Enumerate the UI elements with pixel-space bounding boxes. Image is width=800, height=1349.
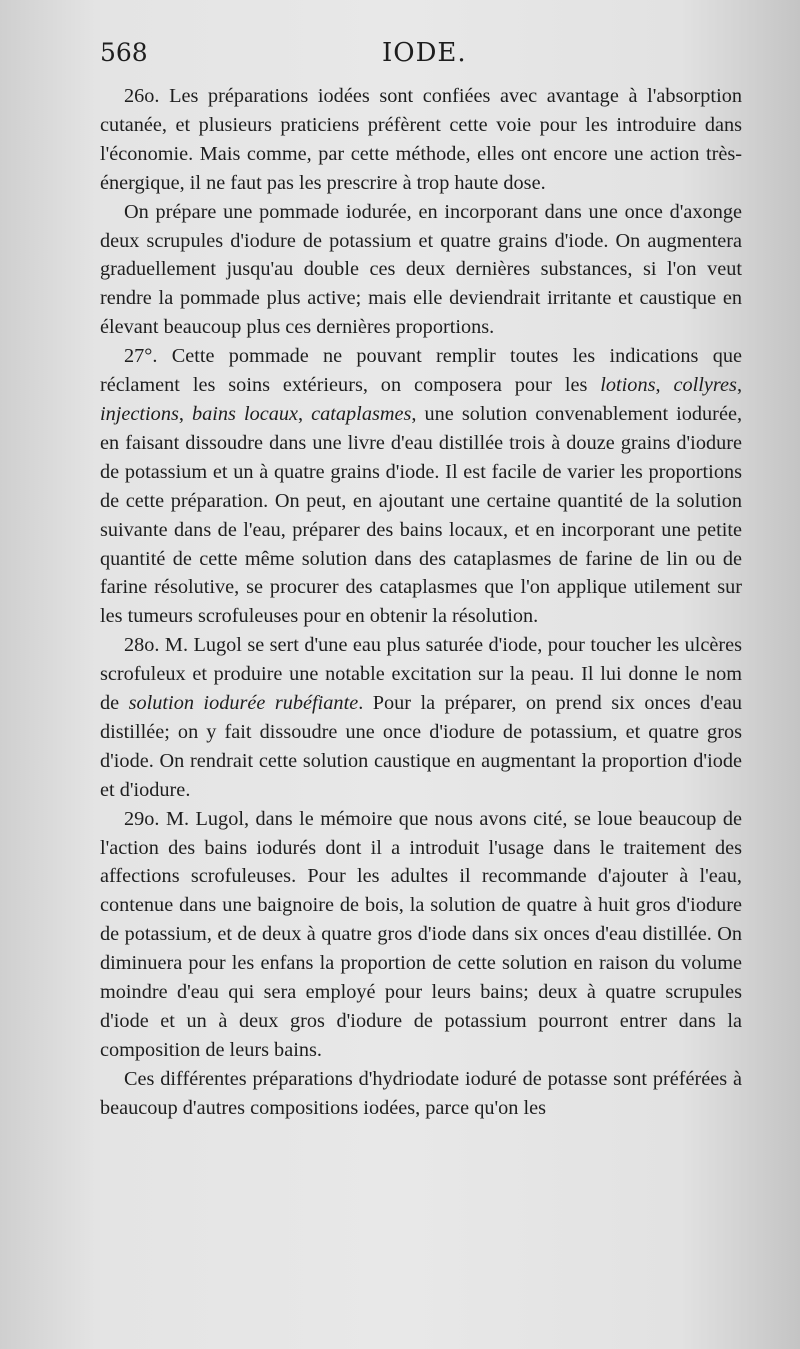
text-run: 28o. M. Lugol se sert d'une eau plus saturée d'iode, pour toucher les ulcères scrofuleux et produire une notable excitation sur la peau. Il lui donne le nom de (100, 634, 742, 715)
italic-term: solution iodurée rubéfiante (128, 692, 359, 715)
italic-term: injections (100, 402, 179, 425)
text-run: , (736, 374, 743, 397)
running-title: IODE. (382, 38, 467, 68)
italic-term: collyres (673, 374, 737, 397)
text-run: , (655, 374, 674, 397)
paragraph-29: 29o. M. Lugol, dans le mémoire que nous avons cité, se loue beaucoup de l'action des bains iodurés dont il a introduit l'usage dans le traitement des affections scrofuleuses. Pour les adultes il recommande d'ajouter à l'eau, contenue dans une baignoire de bois, la solution de quatre à huit gros d'iodure de potassium, et de deux à quatre gros d'iode dans six onces d'eau distillée. On diminuera pour les enfans la proportion de cette solution en raison du volume moindre d'eau qui sera employé pour leurs bains; deux à quatre scrupules d'iode et un à deux gros d'iodure de potassium pourront entrer dans la composition de leurs bains. (100, 807, 742, 1061)
paragraph-preparations: Ces différentes préparations d'hydriodate ioduré de potasse sont préférées à beaucoup d'autres compositions iodées, parce qu'on les (100, 1067, 742, 1119)
text-run: , une solution convenablement iodurée, en faisant dissoudre dans une livre d'eau distillée trois à douze grains d'iodure de potassium et un à quatre grains d'iode. Il est facile de varier les proportions de cette préparation. On peut, en ajoutant une certaine quantité de la solution suivante dans de l'eau, préparer des bains locaux, et en incorporant une petite quantité de cette même solution dans des cataplasmes de farine de lin ou de farine résolutive, se procurer des cataplasmes que l'on applique utilement sur les tumeurs scrofuleuses pour en obtenir la résolution. (100, 402, 743, 628)
page-number: 568 (100, 38, 148, 67)
text-run: 27°. Cette pommade ne pouvant remplir toutes les indications que réclament les soins extérieurs, on composera pour les (100, 345, 742, 397)
text-run: , (178, 402, 192, 425)
text-run: , (298, 402, 312, 425)
paragraph-28 (100, 631, 742, 804)
paragraph-26: 26o. Les préparations iodées sont confiées avec avantage à l'absorption cutanée, et plusieurs praticiens préfèrent cette voie pour les introduire dans l'économie. Mais comme, par cette méthode, elles ont encore une action très-énergique, il ne faut pas les prescrire à trop haute dose. (100, 85, 742, 194)
page-header (100, 38, 740, 78)
text-run: . Pour la préparer, on prend six onces d'eau distillée; on y fait dissoudre une once d'iodure de potassium, et quatre gros d'iode. On rendrait cette solution caustique en augmentant la proportion d'iode et d'iodure. (100, 692, 742, 801)
paragraph-pommade: On prépare une pommade iodurée, en incorporant dans une once d'axonge deux scrupules d'iodure de potassium et quatre grains d'iode. On augmentera graduellement jusqu'au double ces deux dernières substances, si l'on veut rendre la pommade plus active; mais elle deviendrait irritante et caustique en élevant beaucoup plus ces dernières proportions. (100, 200, 742, 339)
body-text (100, 82, 742, 1123)
italic-term: bains locaux (191, 402, 299, 425)
italic-term: cataplasmes (311, 402, 412, 425)
paragraph-27 (100, 342, 742, 631)
italic-term: lotions (600, 374, 656, 397)
